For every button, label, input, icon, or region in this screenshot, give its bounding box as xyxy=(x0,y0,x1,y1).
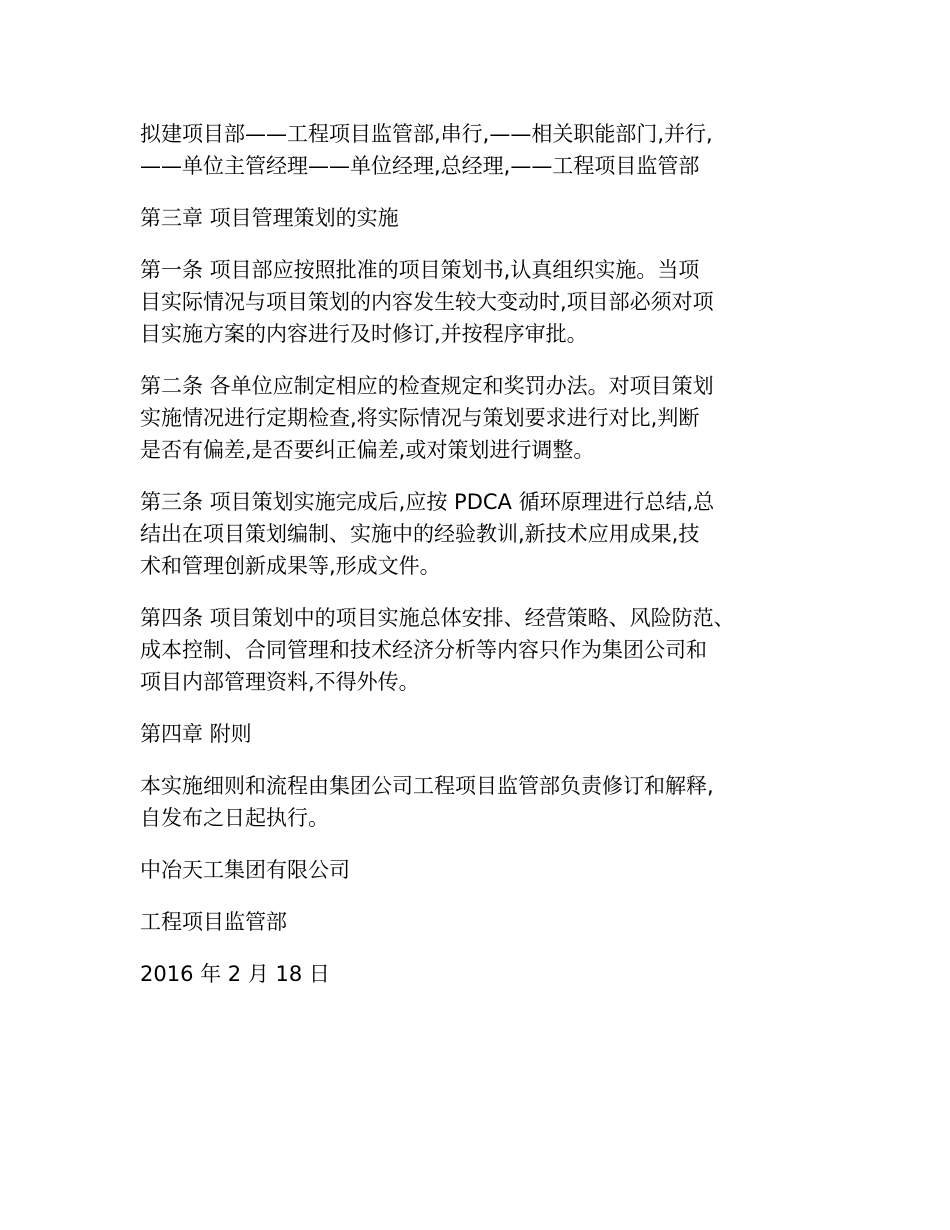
issuing-department xyxy=(140,906,840,938)
text-line: 工程项目监管部 xyxy=(140,910,287,934)
supplementary-provision-paragraph xyxy=(140,770,840,834)
issue-date xyxy=(140,958,840,990)
text-line: ——单位主管经理——单位经理,总经理,——工程项目监管部 xyxy=(140,154,700,178)
text-line: 是否有偏差,是否要纠正偏差,或对策划进行调整。 xyxy=(140,438,595,462)
text-line: 目实施方案的内容进行及时修订,并按程序审批。 xyxy=(140,322,588,346)
issuing-company xyxy=(140,854,840,886)
text-line: 自发布之日起执行。 xyxy=(140,806,329,830)
article-1-paragraph xyxy=(140,254,840,350)
text-line: 本实施细则和流程由集团公司工程项目监管部负责修订和解释, xyxy=(140,774,714,798)
article-4-paragraph xyxy=(140,602,840,698)
text-line: 中冶天工集团有限公司 xyxy=(140,858,350,882)
text-line: 实施情况进行定期检查,将实际情况与策划要求进行对比,判断 xyxy=(140,406,700,430)
article-3-paragraph xyxy=(140,486,840,582)
text-line: 2016 年 2 月 18 日 xyxy=(140,962,330,986)
text-line: 术和管理创新成果等,形成文件。 xyxy=(140,554,441,578)
text-line: 第二条 各单位应制定相应的检查规定和奖罚办法。对项目策划 xyxy=(140,374,714,398)
text-line: 第四条 项目策划中的项目实施总体安排、经营策略、风险防范、 xyxy=(140,606,735,630)
text-line: 项目内部管理资料,不得外传。 xyxy=(140,670,420,694)
text-line: 第一条 项目部应按照批准的项目策划书,认真组织实施。当项 xyxy=(140,258,700,282)
document-body xyxy=(140,118,840,1010)
text-line: 第三章 项目管理策划的实施 xyxy=(140,206,399,230)
text-line: 目实际情况与项目策划的内容发生较大变动时,项目部必须对项 xyxy=(140,290,714,314)
text-line: 成本控制、合同管理和技术经济分析等内容只作为集团公司和 xyxy=(140,638,707,662)
text-line: 结出在项目策划编制、实施中的经验教训,新技术应用成果,技 xyxy=(140,522,700,546)
text-line: 拟建项目部——工程项目监管部,串行,——相关职能部门,并行, xyxy=(140,122,713,146)
text-line: 第三条 项目策划实施完成后,应按 PDCA 循环原理进行总结,总 xyxy=(140,490,715,514)
text-line: 第四章 附则 xyxy=(140,722,252,746)
flow-description-paragraph xyxy=(140,118,840,182)
chapter-4-heading xyxy=(140,718,840,750)
chapter-3-heading xyxy=(140,202,840,234)
article-2-paragraph xyxy=(140,370,840,466)
